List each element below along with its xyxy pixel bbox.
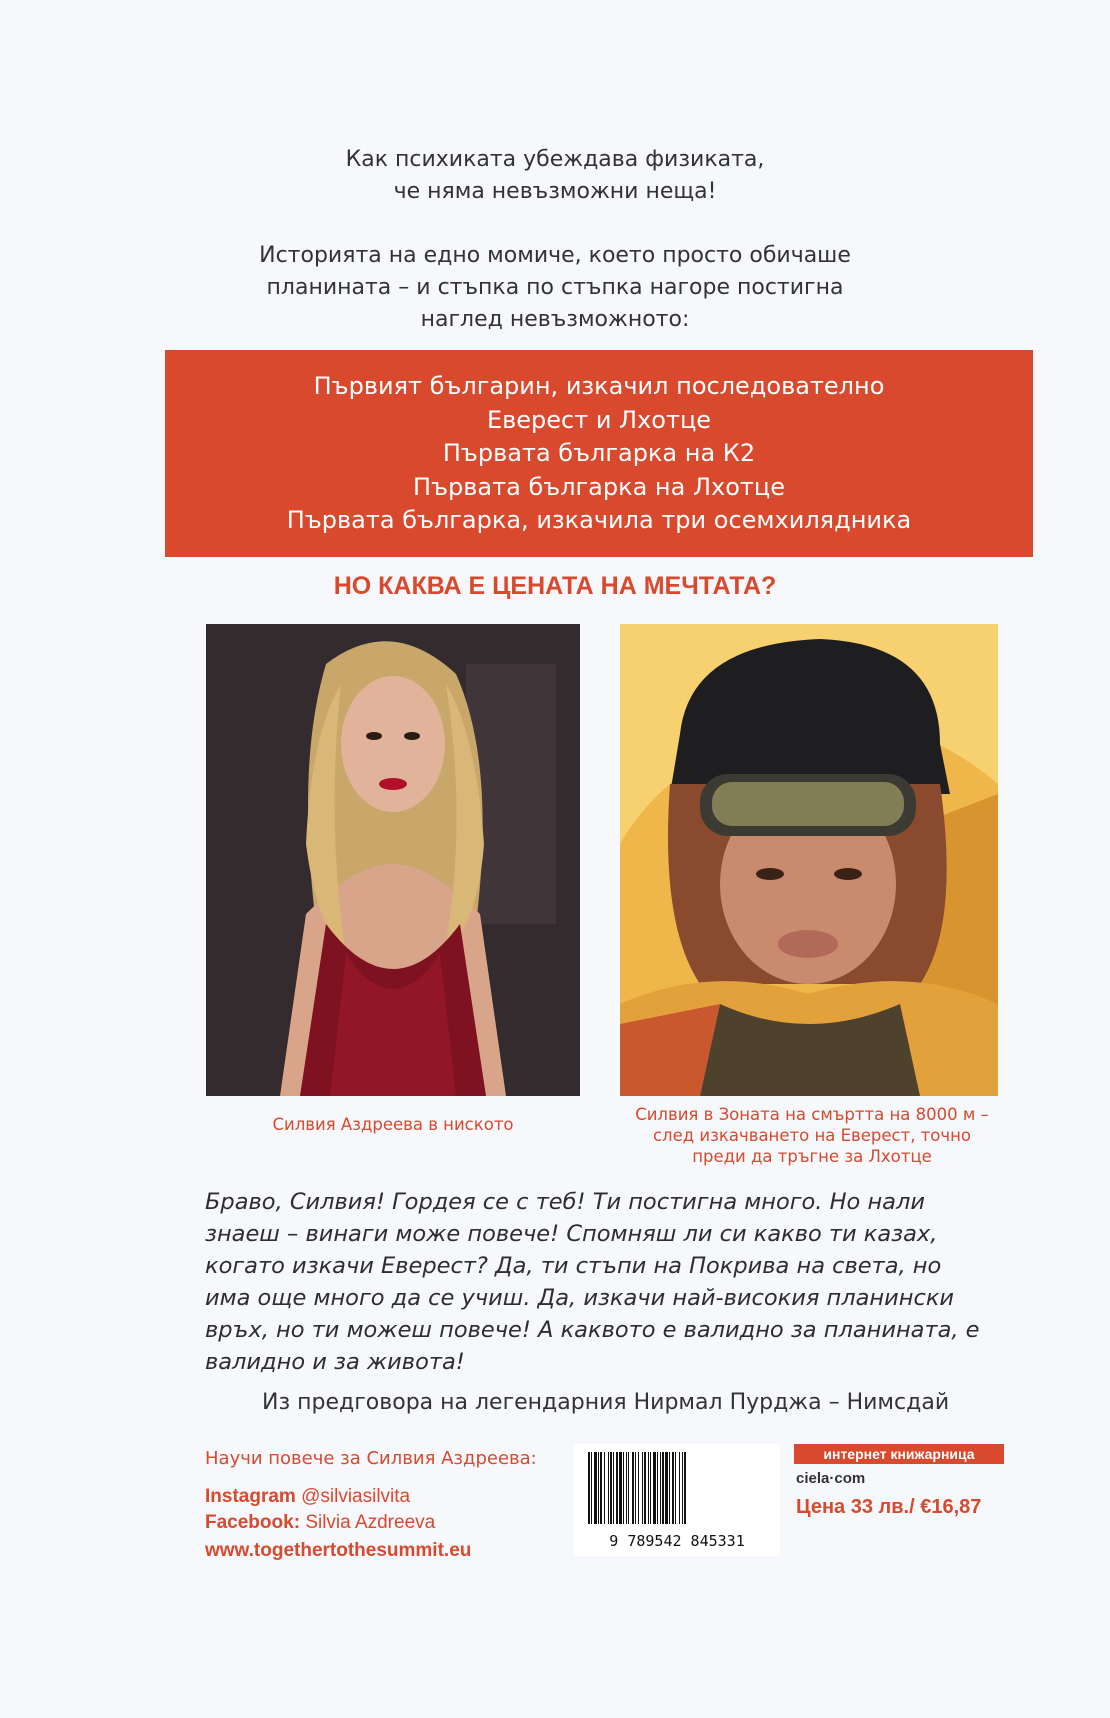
barcode-bar (610, 1452, 612, 1524)
barcode-bar (588, 1452, 590, 1524)
barcode-bar (672, 1452, 674, 1524)
barcode-bar (665, 1452, 668, 1524)
instagram-line (205, 1486, 410, 1508)
isbn-barcode (574, 1444, 780, 1556)
achievements-box (165, 350, 1033, 557)
barcode-bar (635, 1452, 636, 1524)
barcode-bar (675, 1452, 676, 1524)
intro-story (0, 240, 1110, 336)
quote-attribution: Из предговора на легендарния Нирмал Пурджа – Нимсдай (262, 1390, 950, 1415)
barcode-bar (644, 1452, 646, 1524)
barcode-bar (638, 1452, 639, 1524)
barcode-bar (626, 1452, 627, 1524)
facebook-label: Facebook: (205, 1512, 301, 1533)
barcode-bar (684, 1452, 686, 1524)
intro-line: Как психиката убеждава физиката, (345, 147, 765, 172)
barcode-bar (591, 1452, 592, 1524)
facebook-name[interactable]: Silvia Azdreeva (305, 1512, 436, 1533)
achievement-line: Първата българка на Лхотце (413, 472, 785, 501)
barcode-bar (660, 1452, 661, 1524)
barcode-bar (648, 1452, 649, 1524)
barcode-bar (613, 1452, 614, 1524)
achievement-line: Първата българка на К2 (442, 439, 756, 467)
quote-line: има още много да се учиш. Да, изкачи най-високия планински (205, 1285, 955, 1311)
barcode-bar (632, 1452, 634, 1524)
intro-tagline (0, 144, 1110, 208)
barcode-bar (679, 1452, 680, 1524)
intro-line: наглед невъзможното: (420, 307, 690, 332)
photo2-caption (592, 1104, 1032, 1167)
price-label: Цена 33 лв./ €16,87 (796, 1496, 982, 1518)
instagram-handle[interactable]: @silviasilvita (301, 1486, 411, 1507)
barcode-bar (650, 1452, 651, 1524)
barcode-bar (657, 1452, 658, 1524)
barcode-bar (682, 1452, 683, 1524)
barcode-bar (598, 1452, 599, 1524)
intro-line: планината – и стъпка по стъпка нагоре постигна (266, 275, 844, 300)
barcode-bar (623, 1452, 624, 1524)
barcode-bar (594, 1452, 597, 1524)
barcode-bar (669, 1452, 670, 1524)
dream-price-heading: НО КАКВА Е ЦЕНАТА НА МЕЧТАТА? (333, 572, 777, 600)
barcode-bar (608, 1452, 609, 1524)
foreword-quote (205, 1186, 1030, 1378)
barcode-bar (600, 1452, 602, 1524)
barcode-bar (662, 1452, 664, 1524)
quote-line: Браво, Силвия! Гордея се с теб! Ти постигна много. Но нали (205, 1189, 925, 1215)
barcode-bar (616, 1452, 618, 1524)
online-bookstore-badge: интернет книжарница (794, 1444, 1004, 1464)
quote-line: знаеш – винаги може повече! Спомняш ли си какво ти казах, (205, 1221, 938, 1247)
achievement-line: Първият българин, изкачил последователно (313, 372, 885, 400)
barcode-bar (628, 1452, 629, 1524)
intro-line: че няма невъзможни неща! (393, 179, 717, 204)
intro-line: Историята на едно момиче, което просто обичаше (259, 243, 851, 268)
caption-line: преди да тръгне за Лхотце (692, 1147, 932, 1166)
barcode-bar (619, 1452, 622, 1524)
barcode-number: 9 789542 845331 (609, 1532, 745, 1550)
quote-line: валидно и за живота! (205, 1349, 465, 1375)
photo1-caption (206, 1114, 580, 1135)
learn-more-label: Научи повече за Силвия Аздреева: (205, 1448, 537, 1469)
website-link[interactable]: www.togethertothesummit.eu (205, 1540, 472, 1561)
barcode-bars (574, 1444, 780, 1534)
quote-line: връх, но ти можеш повече! А каквото е валидно за планината, е (205, 1317, 980, 1343)
quote-line: когато изкачи Еверест? Да, ти стъпи на Покрива на света, но (205, 1253, 942, 1279)
caption-line: Силвия Аздреева в ниското (272, 1115, 514, 1134)
barcode-bar (653, 1452, 656, 1524)
photo-death-zone (620, 624, 998, 1096)
achievement-line: Първата българка, изкачила три осемхилядника (286, 506, 912, 534)
ciela-site[interactable]: ciela·com (796, 1470, 866, 1487)
instagram-label: Instagram (205, 1486, 296, 1507)
photo-red-dress (206, 624, 580, 1096)
barcode-bar (604, 1452, 605, 1524)
facebook-line (205, 1512, 435, 1534)
barcode-bar (642, 1452, 643, 1524)
achievement-line: Еверест и Лхотце (486, 405, 712, 434)
caption-line: Силвия в Зоната на смъртта на 8000 м – (635, 1105, 989, 1124)
caption-line: след изкачването на Еверест, точно (652, 1126, 972, 1145)
